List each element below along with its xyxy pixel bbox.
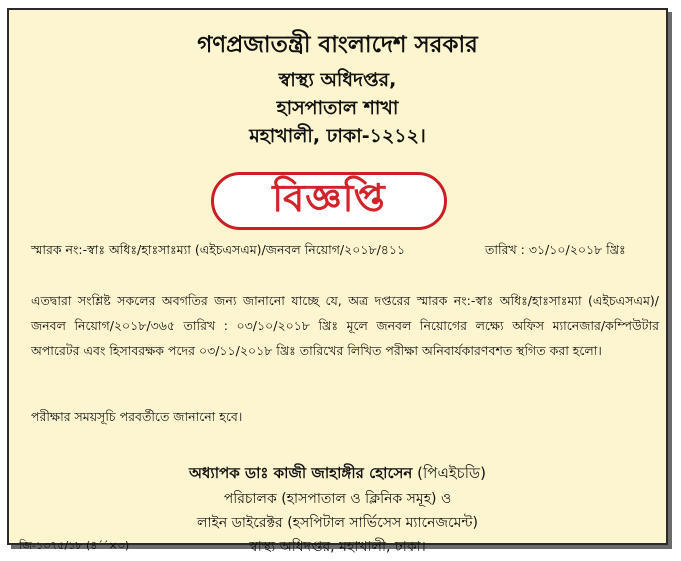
address-heading: মহাখালী, ঢাকা-১২১২। bbox=[249, 125, 426, 147]
branch-heading: হাসপাতাল শাখা bbox=[276, 97, 399, 119]
notice-title-badge bbox=[211, 172, 447, 230]
notice-title: বিজ্ঞপ্তি bbox=[272, 175, 386, 220]
signatory-office: স্বাস্থ্য অধিদপ্তর, মহাখালী, ঢাকা। bbox=[249, 539, 426, 555]
signatory-role: লাইন ডাইরেক্টর (হসপিটাল সার্ভিসেস ম্যানেজমেন্ট) bbox=[197, 515, 478, 531]
signatory-designation: পরিচালক (হাসপাতাল ও ক্লিনিক সমূহ) ও bbox=[223, 491, 452, 507]
ad-code: জি-১৩৭৫/১৮ (৪´´×৩) bbox=[19, 539, 130, 552]
signatory-name-line bbox=[9, 462, 666, 487]
body-paragraph-2: পরীক্ষার সময়সূচি পরবর্তীতে জানানো হবে। bbox=[31, 409, 243, 424]
body-paragraph-1: এতদ্বারা সংশ্লিষ্ট সকলের অবগতির জন্য জানানো যাচ্ছে যে, অত্র দপ্তরের স্মারক নং:-স্বাঃ অধিঃ/হাঃসাঃম্যা (এইচএসএম)/জনবল নিয়োগ/২০১৮/৩৬৫ তারিখ : ০৩/১০/২০১৮ খ্রিঃ মূলে জনবল নিয়োগের লক্ষ্যে অফিস ম্যানেজার/কম্পিউটার অপারেটর এবং হিসাবরক্ষক পদের ০৩/১১/২০১৮ খ্রিঃ তারিখের লিখিত পরীক্ষা অনিবার্যকারণবশত স্থগিত করা হলো। bbox=[31, 293, 659, 358]
notice-panel bbox=[7, 8, 668, 555]
department-heading: স্বাস্থ্য অধিদপ্তর, bbox=[278, 69, 397, 91]
signatory-name: অধ্যাপক ডাঃ কাজী জাহাঙ্গীর হোসেন bbox=[189, 464, 413, 482]
signatory-degree: (পিএইচডি) bbox=[417, 464, 486, 482]
memo-date: তারিখ : ৩১/১০/২০১৮ খ্রিঃ bbox=[485, 242, 626, 257]
government-heading: গণপ্রজাতন্ত্রী বাংলাদেশ সরকার bbox=[197, 32, 478, 58]
memo-reference: স্মারক নং:-স্বাঃ অধিঃ/হাঃসাঃম্যা (এইচএসএম)/জনবল নিয়োগ/২০১৮/৪১১ bbox=[31, 242, 406, 257]
